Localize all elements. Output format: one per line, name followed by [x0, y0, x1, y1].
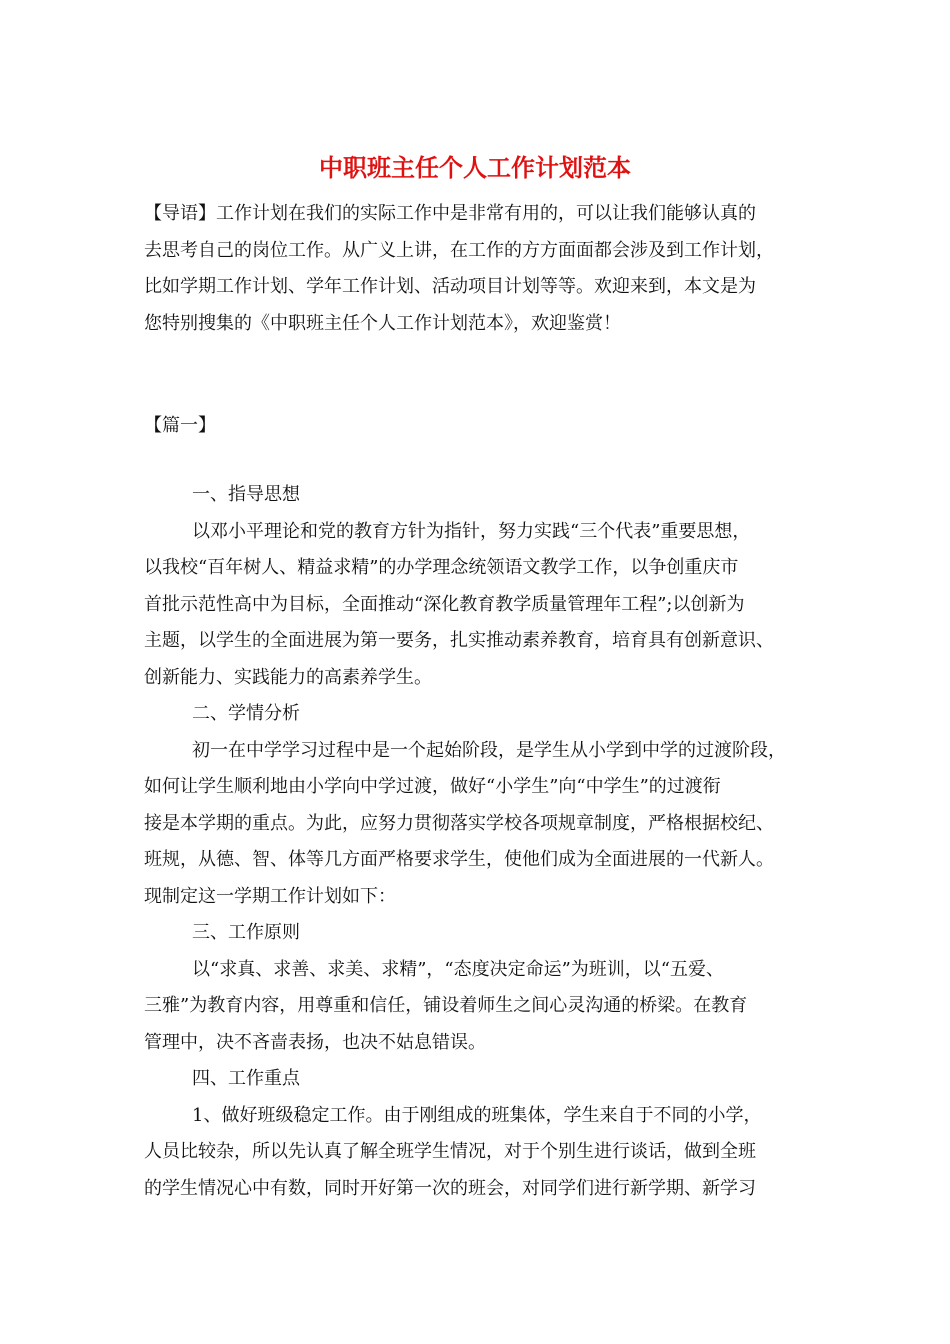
section-heading: 一、指导思想 [192, 484, 300, 505]
body-line: 1、做好班级稳定工作。由于刚组成的班集体，学生来自于不同的小学， [192, 1104, 762, 1126]
intro-line: 【导语】工作计划在我们的实际工作中是非常有用的，可以让我们能够认真的 [144, 203, 756, 224]
body-line: 创新能力、实践能力的高素养学生。 [144, 666, 432, 688]
body-line: 首批示范性高中为目标，全面推动“深化教育教学质量管理年工程”;以创新为 [144, 593, 745, 615]
body-line: 主题，以学生的全面进展为第一要务，扎实推动素养教育，培育具有创新意识、 [144, 630, 774, 651]
body-line: 以邓小平理论和党的教育方针为指针，努力实践“三个代表”重要思想， [192, 520, 751, 542]
intro-line: 去思考自己的岗位工作。从广义上讲，在工作的方方面面都会涉及到工作计划， [144, 239, 774, 261]
intro-line: 比如学期工作计划、学年工作计划、活动项目计划等等。欢迎来到，本文是为 [144, 276, 756, 297]
body-line: 管理中，决不吝啬表扬，也决不姑息错误。 [144, 1031, 486, 1053]
part-label: 【篇一】 [144, 415, 216, 436]
body-line: 初一在中学学习过程中是一个起始阶段，是学生从小学到中学的过渡阶段， [192, 739, 786, 761]
document-body [144, 477, 824, 1207]
body-line: 的学生情况心中有数，同时开好第一次的班会，对同学们进行新学期、新学习 [144, 1177, 756, 1199]
intro-line: 您特别搜集的《中职班主任个人工作计划范本》，欢迎鉴赏！ [144, 312, 621, 334]
document-title: 中职班主任个人工作计划范本 [319, 153, 631, 182]
body-line: 三雅”为教育内容，用尊重和信任，铺设着师生之间心灵沟通的桥梁。在教育 [144, 995, 748, 1016]
section-heading: 四、工作重点 [192, 1068, 300, 1089]
intro-paragraph [144, 196, 814, 342]
body-line: 人员比较杂，所以先认真了解全班学生情况，对于个别生进行谈话，做到全班 [144, 1141, 756, 1162]
body-line: 现制定这一学期工作计划如下： [144, 885, 396, 907]
body-line: 以“求真、求善、求美、求精”，“态度决定命运”为班训，以“五爱、 [192, 958, 725, 980]
body-line: 班规，从德、智、体等几方面严格要求学生，使他们成为全面进展的一代新人。 [144, 849, 774, 870]
section-heading: 二、学情分析 [192, 703, 300, 724]
body-line: 以我校“百年树人、精益求精”的办学理念统领语文教学工作，以争创重庆市 [144, 557, 739, 578]
body-line: 接是本学期的重点。为此，应努力贯彻落实学校各项规章制度，严格根据校纪、 [144, 812, 774, 834]
section-heading: 三、工作原则 [192, 922, 300, 943]
body-line: 如何让学生顺利地由小学向中学过渡，做好“小学生”向“中学生”的过渡衔 [144, 776, 721, 797]
